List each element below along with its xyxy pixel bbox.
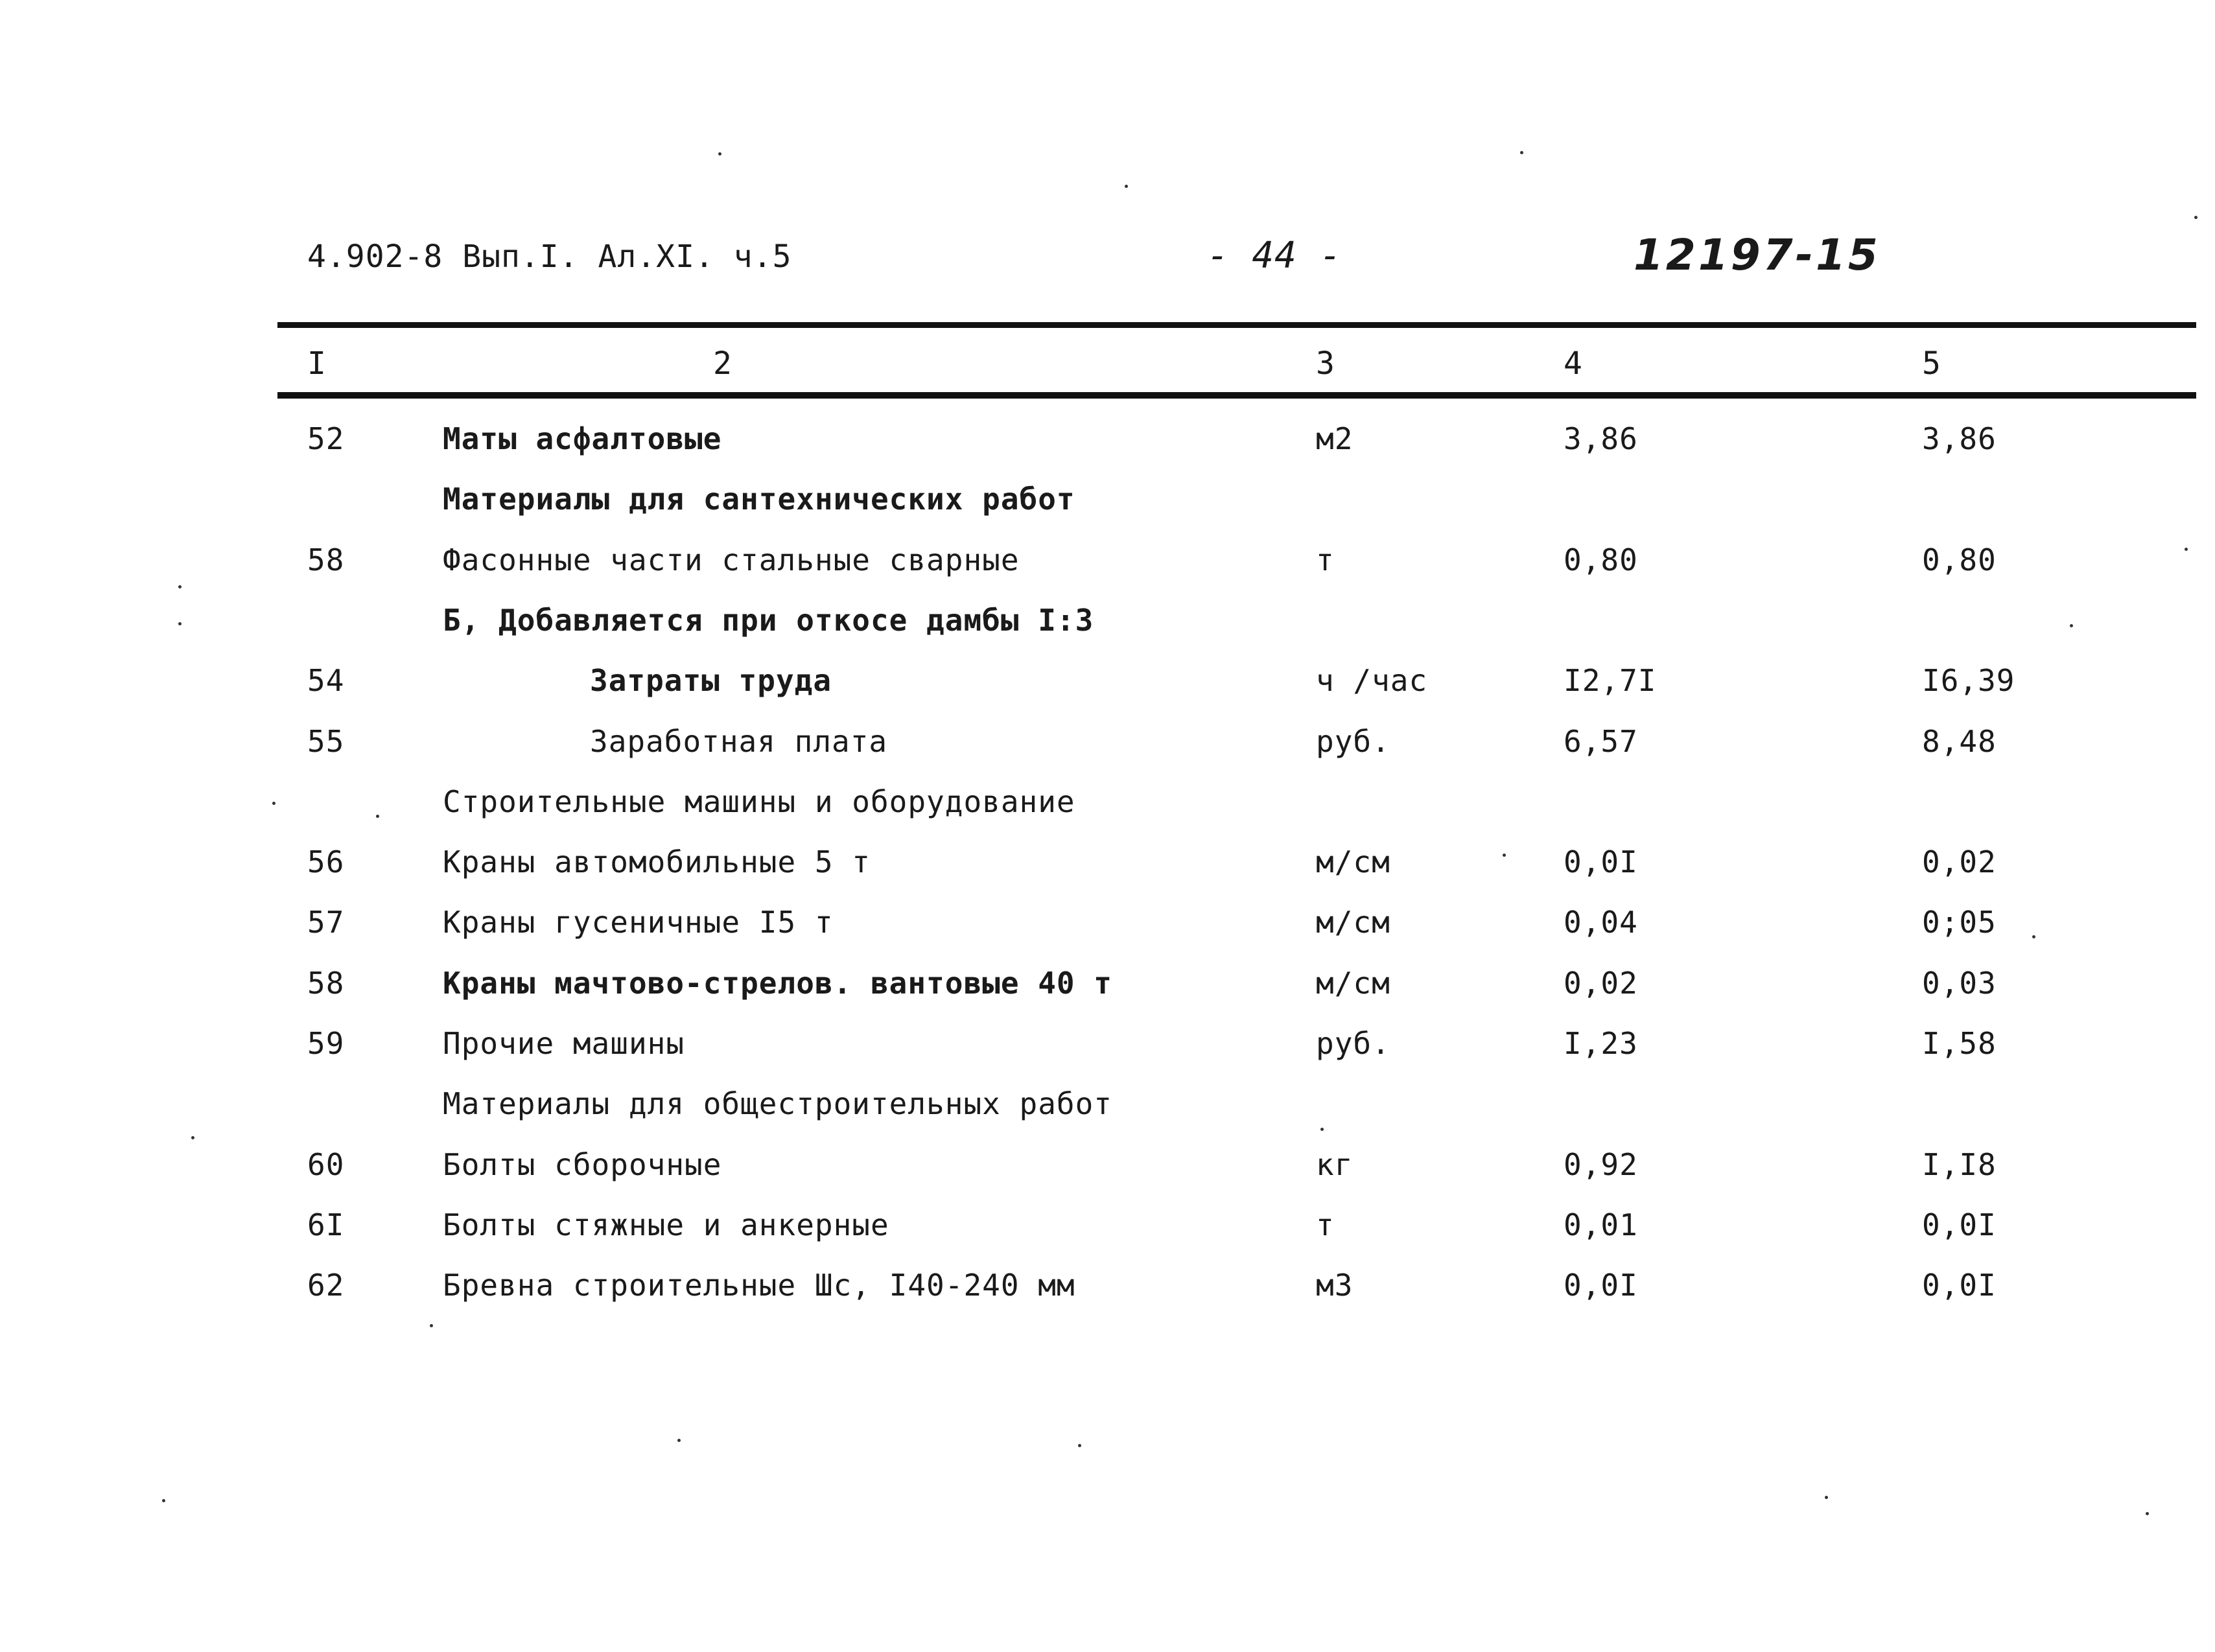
row-value-col4: 6,57 [1564, 724, 1638, 759]
column-header-5: 5 [1922, 345, 1941, 382]
row-unit: руб. [1316, 1026, 1390, 1061]
row-item-name: Болты сборочные [443, 1147, 722, 1182]
scan-speck [1503, 854, 1506, 857]
document-reference: 4.902-8 Вып.I. Ал.XI. ч.5 [307, 238, 792, 275]
row-item-name: Краны автомобильные 5 т [443, 844, 871, 879]
row-unit: м/см [1316, 905, 1390, 940]
row-unit: кг [1316, 1147, 1354, 1182]
row-item-name: Б, Добавляется при откосе дамбы I:3 [443, 603, 1094, 638]
row-value-col5: 0,03 [1922, 966, 1997, 1001]
row-value-col5: 8,48 [1922, 724, 1997, 759]
scan-speck [272, 802, 275, 805]
row-number: 62 [307, 1268, 345, 1303]
scan-speck [162, 1499, 165, 1502]
row-item-name: Краны гусеничные I5 т [443, 905, 834, 940]
row-number: 54 [307, 663, 345, 698]
table-row [0, 1147, 2215, 1192]
column-header-3: 3 [1316, 345, 1335, 382]
row-value-col4: 0,92 [1564, 1147, 1638, 1182]
table-row [0, 966, 2215, 1011]
row-unit: м3 [1316, 1268, 1354, 1303]
table-row [0, 1207, 2215, 1253]
scan-speck [2146, 1512, 2149, 1515]
scan-speck [718, 152, 721, 156]
row-value-col5: 0,80 [1922, 542, 1997, 577]
scan-speck [1825, 1496, 1828, 1499]
row-value-col5: I6,39 [1922, 663, 2015, 698]
scan-speck [178, 585, 182, 588]
scan-speck [178, 622, 182, 625]
table-header-rule [277, 392, 2196, 399]
row-value-col4: 0,01 [1564, 1207, 1638, 1242]
table-top-rule [277, 322, 2196, 328]
scan-speck [2185, 548, 2188, 551]
row-unit: т [1316, 1207, 1335, 1242]
scan-speck [1320, 1128, 1324, 1131]
scan-speck [2194, 216, 2197, 219]
row-unit: м/см [1316, 844, 1390, 879]
row-value-col4: 0,0I [1564, 1268, 1638, 1303]
row-value-col5: 0,02 [1922, 844, 1997, 879]
row-number: 6I [307, 1207, 345, 1242]
row-number: 56 [307, 844, 345, 879]
row-unit: м2 [1316, 421, 1354, 456]
row-value-col5: 3,86 [1922, 421, 1997, 456]
table-row [0, 905, 2215, 950]
row-item-name: Краны мачтово-стрелов. вантовые 40 т [443, 966, 1112, 1001]
row-item-name: Материалы для сантехнических работ [443, 482, 1075, 517]
scan-speck [1125, 185, 1128, 188]
handwritten-code: 12197-15 [1634, 230, 1881, 280]
table-row [0, 1086, 2215, 1132]
table-row [0, 482, 2215, 527]
row-value-col4: I,23 [1564, 1026, 1638, 1061]
page-number: - 44 - [1207, 235, 1342, 277]
row-item-name: Строительные машины и оборудование [443, 784, 1075, 819]
column-header-2: 2 [713, 345, 732, 382]
row-value-col4: 0,02 [1564, 966, 1638, 1001]
table-row [0, 1026, 2215, 1071]
row-item-name: Маты асфалтовые [443, 421, 722, 456]
row-value-col4: 3,86 [1564, 421, 1638, 456]
row-number: 60 [307, 1147, 345, 1182]
row-value-col5: 0,0I [1922, 1207, 1997, 1242]
row-item-name: Фасонные части стальные сварные [443, 542, 1020, 577]
table-row [0, 603, 2215, 648]
row-value-col5: 0,0I [1922, 1268, 1997, 1303]
table-row [0, 784, 2215, 830]
scan-speck [1078, 1444, 1081, 1447]
row-item-name: Материалы для общестроительных работ [443, 1086, 1112, 1121]
row-value-col4: 0,0I [1564, 844, 1638, 879]
table-row [0, 663, 2215, 708]
row-value-col4: 0,80 [1564, 542, 1638, 577]
row-value-col4: 0,04 [1564, 905, 1638, 940]
row-unit: т [1316, 542, 1335, 577]
row-unit: руб. [1316, 724, 1390, 759]
row-value-col4: I2,7I [1564, 663, 1657, 698]
row-unit: ч /час [1316, 663, 1428, 698]
scan-speck [430, 1324, 433, 1327]
table-row [0, 1268, 2215, 1313]
row-value-col5: I,I8 [1922, 1147, 1997, 1182]
scan-speck [2070, 624, 2073, 627]
column-header-4: 4 [1564, 345, 1583, 382]
row-number: 58 [307, 966, 345, 1001]
row-item-name: Бревна строительные Шс, I40-240 мм [443, 1268, 1075, 1303]
row-number: 52 [307, 421, 345, 456]
row-item-name: Прочие машины [443, 1026, 685, 1061]
column-header-1: I [307, 345, 327, 382]
table-row [0, 844, 2215, 890]
scan-speck [191, 1136, 194, 1139]
row-unit: м/см [1316, 966, 1390, 1001]
row-number: 59 [307, 1026, 345, 1061]
row-item-name: Болты стяжные и анкерные [443, 1207, 889, 1242]
row-number: 55 [307, 724, 345, 759]
row-value-col5: 0;05 [1922, 905, 1997, 940]
table-row [0, 421, 2215, 467]
scan-speck [677, 1439, 681, 1442]
row-number: 58 [307, 542, 345, 577]
scan-speck [2032, 935, 2035, 938]
scan-speck [376, 815, 379, 818]
table-row [0, 724, 2215, 769]
row-item-name: Заработная плата [590, 724, 888, 759]
scan-speck [1520, 151, 1523, 154]
row-number: 57 [307, 905, 345, 940]
table-row [0, 542, 2215, 588]
row-value-col5: I,58 [1922, 1026, 1997, 1061]
row-item-name: Затраты труда [590, 663, 832, 698]
